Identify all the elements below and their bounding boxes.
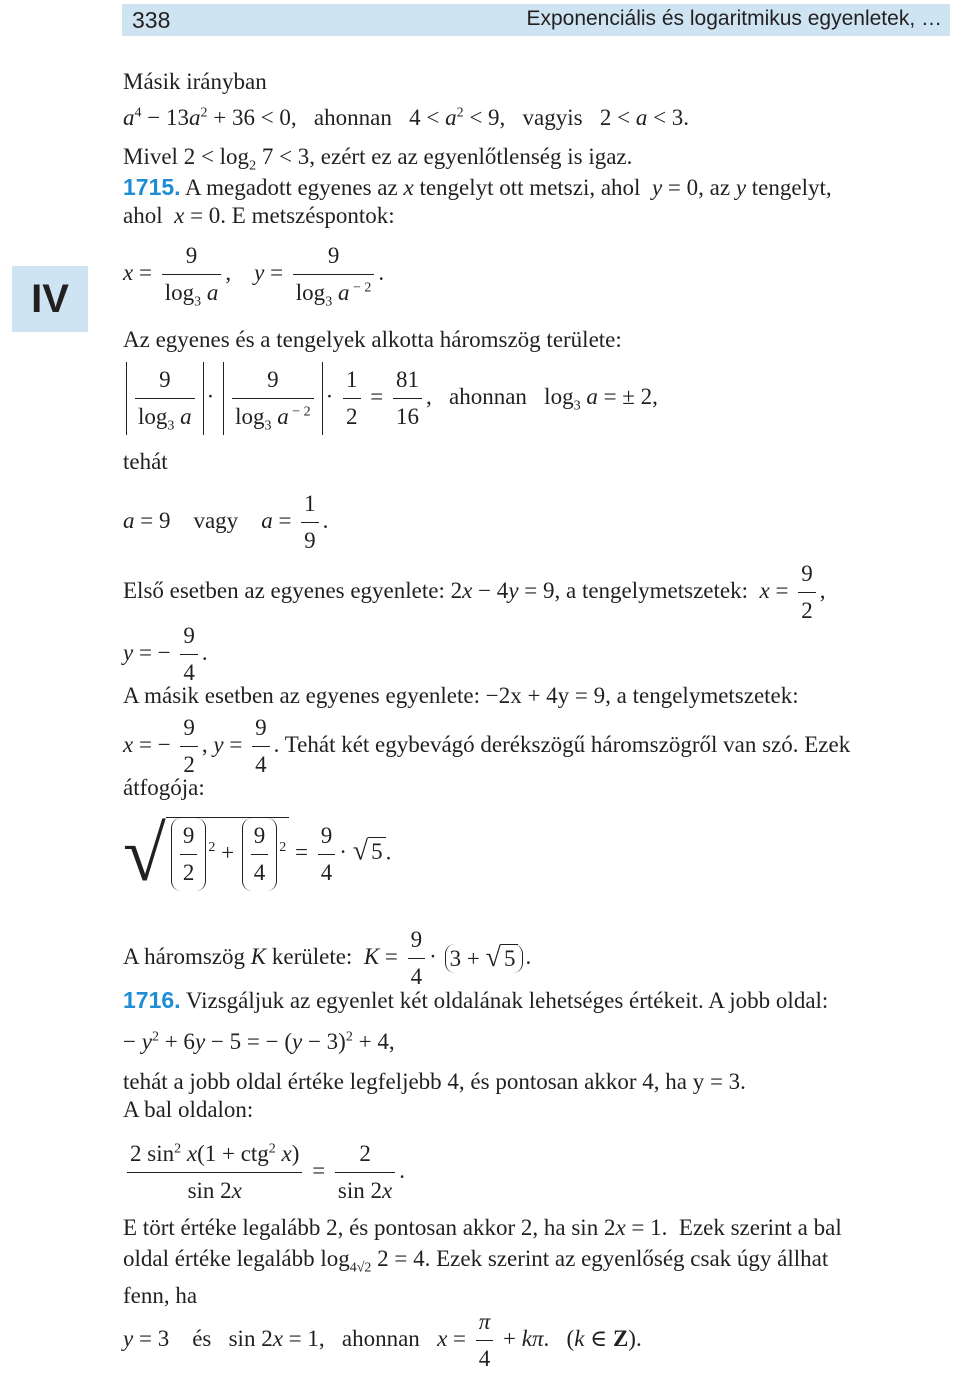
text-line: ahol x = 0. E metszéspontok: xyxy=(123,203,395,228)
second-case-line: A másik esetben az egyenes egyenlete: −2x + 4y = 9, a tengelymetszetek: xyxy=(123,683,799,708)
final-formula: y = 3 és sin 2x = 1, ahonnan x = $\frac{\pi}{4}$ + kπ. (k ∈ Z). xyxy=(123,1304,642,1377)
text-line: Másik irányban xyxy=(123,69,267,94)
text-line: Mivel $2 < \log_2 7 < 3$, ezért ez az egyenlőtlenség is igaz. xyxy=(123,144,633,174)
left-side-formula: 2 $\sin^2 x(1 + ctg^2$ x) sin 2x = $\frac{2}{\sin 2x}$ . xyxy=(123,1136,405,1209)
problem-number: 1716. xyxy=(123,987,181,1013)
perimeter-formula: A háromszög K kerülete: K = $\frac{9}{4}$ · 3 + √ 5 . xyxy=(123,922,531,995)
chapter-tab: IV xyxy=(12,266,88,332)
page-number: 338 xyxy=(132,7,171,33)
chapter-title: Exponenciális és logaritmikus egyenletek, … xyxy=(526,7,942,30)
right-side-formula: − $y^2 + 6y - 5$ = − $(y - 3)^2 + 4$, xyxy=(123,1029,395,1054)
intercepts-formula: x = $\frac{9}{\log_3 a}$ , y = $\frac{9}{\log_3 a ^{- 2}}$ . xyxy=(123,238,384,311)
formula-line: x = − $\frac{9}{2}$ , y = $\frac{9}{4}$ . Tehát két egybevágó derékszögű háromszögről van szó. Ezek xyxy=(123,710,850,783)
text-line: fenn, ha xyxy=(123,1283,198,1308)
text-line: átfogója: xyxy=(123,775,205,800)
text-line: oldal értéke legalább $\log_{4√2} 2 = 4$. Ezek szerint az egyenlőség csak úgy állhat xyxy=(123,1246,829,1276)
text-line: A bal oldalon: xyxy=(123,1097,254,1122)
problem-1716: 1716. Vizsgáljuk az egyenlet két oldalának lehetséges értékeit. A jobb oldal: xyxy=(123,987,829,1013)
problem-number: 1715. xyxy=(123,174,181,200)
first-case-line: Első esetben az egyenes egyenlete: 2x − 4y = 9, a tengelymetszetek: x = $\frac{9}{2}$ , xyxy=(123,556,825,629)
text-line: tehát a jobb oldal értéke legfeljebb 4, és pontosan akkor 4, ha y = 3. xyxy=(123,1069,746,1094)
inequality-line: $a^4 - 13a^2 + 36 < 0$, ahonnan $4 < a^2 < 9$, vagyis 2 < a < 3. xyxy=(123,105,690,130)
hypotenuse-formula: √ $\frac{9}{2}$ $^2$ + $\frac{9}{4}$ $^2$ = $\frac{9}{4}$ · √ 5 . xyxy=(123,810,392,897)
formula-line: y = − $\frac{9}{4}$ . xyxy=(123,618,208,691)
text-line: Az egyenes és a tengelyek alkotta háromszög területe: xyxy=(123,327,622,352)
area-formula: $\frac{9}{\log_3 a}$ · $\frac{9}{\log_3 a ^{- 2}}$ · $\frac{1}{2}$ = $\frac{81}{16}$ , ahonnan $\log_3 a$ = ± 2, xyxy=(123,362,658,435)
problem-1715: 1715. A megadott egyenes az x tengelyt ott metszi, ahol y = 0, az y tengelyt, xyxy=(123,174,832,200)
text-line: E tört értéke legalább 2, és pontosan akkor 2, ha sin 2x = 1. Ezek szerint a bal xyxy=(123,1215,842,1240)
text-line: tehát xyxy=(123,449,168,474)
solutions-formula: a = 9 vagy a = $\frac{1}{9}$ . xyxy=(123,486,328,559)
page-header xyxy=(122,4,950,36)
